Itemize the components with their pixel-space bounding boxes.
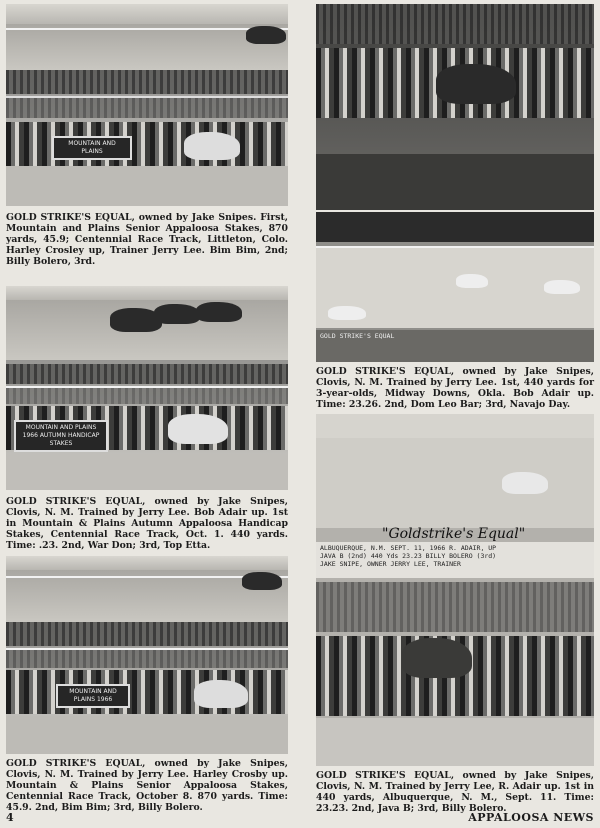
photo-top-left: [6, 4, 288, 206]
photo-banner: MOUNTAIN AND PLAINS: [52, 136, 132, 160]
handwritten-title: "Goldstrike's Equal": [382, 526, 526, 542]
photo-banner: MOUNTAIN AND PLAINS 1966 AUTUMN HANDICAP STAKES: [14, 420, 108, 452]
finish-strip: [316, 542, 594, 578]
page-number: 4: [6, 811, 14, 824]
caption-top-right: GOLD STRIKE'S EQUAL, owned by Jake Snipes, Clovis, N. M. Trained by Jerry Lee. 1st, 440 yards for 3-year-olds, Midway Downs, Okla. Bob Adair up. Time: 23.26. 2nd, Dom Leo Bar; 3rd, Navajo Day.: [316, 366, 594, 410]
magazine-title: APPALOOSA NEWS: [468, 811, 594, 824]
photo-bottom-left: [6, 556, 288, 754]
finish-strip-line: JAKE SNIPE, OWNER JERRY LEE, TRAINER: [320, 560, 461, 568]
caption-bottom-right: GOLD STRIKE'S EQUAL, owned by Jake Snipes, Clovis, N. M. Trained by Jerry Lee, R. Adair up. 1st in 440 yards, Albuquerque, N. M., Sept. 11. Time: 23.23. 2nd, Java B; 3rd, Billy Bolero.: [316, 770, 594, 814]
horse-silhouette: [502, 472, 548, 494]
caption-mid-left: GOLD STRIKE'S EQUAL, owned by Jake Snipes, Clovis, N. M. Trained by Jerry Lee. Bob Adair up. 1st in Mountain & Plains Autumn Appaloosa Handicap Stakes, Centennial Race Track, Oct. 1. 440 yards. Time: .23. 2nd, War Don; 3rd, Top Etta.: [6, 496, 288, 551]
photo-banner: MOUNTAIN AND PLAINS 1966: [56, 684, 130, 708]
horse-silhouette: [436, 64, 516, 104]
horse-silhouette: [328, 306, 366, 320]
caption-top-left: GOLD STRIKE'S EQUAL, owned by Jake Snipes. First, Mountain and Plains Senior Appaloosa Stakes, 870 yards, 45.9; Centennial Race Track, Littleton, Colo. Harley Crosley up, Trainer Jerry Lee. Bim Bim, 2nd; Billy Bolero, 3rd.: [6, 212, 288, 267]
finish-strip-line: ALBUQUERQUE, N.M. SEPT. 11, 1966 R. ADAIR, UP: [320, 544, 497, 552]
photo-mid-left: [6, 286, 288, 490]
photo-finish-right: [316, 212, 594, 362]
horse-silhouette: [246, 26, 286, 44]
caption-bottom-left: GOLD STRIKE'S EQUAL, owned by Jake Snipes, Clovis, N. M. Trained by Jerry Lee. Harley Crosby up. Mountain & Plains Senior Appaloosa Stakes, Centennial Race Track, October 8. 870 yards. Time: 45.9. 2nd, Bim Bim; 3rd, Billy Bolero.: [6, 758, 288, 813]
photo-top-right: [316, 4, 594, 210]
finish-strip-line: JAVA B (2nd) 440 Yds 23.23 BILLY BOLERO (3rd): [320, 552, 497, 560]
photo-finish-label: GOLD STRIKE'S EQUAL: [316, 330, 594, 362]
horse-silhouette: [242, 572, 282, 590]
photo-bottom-right: [316, 414, 594, 766]
